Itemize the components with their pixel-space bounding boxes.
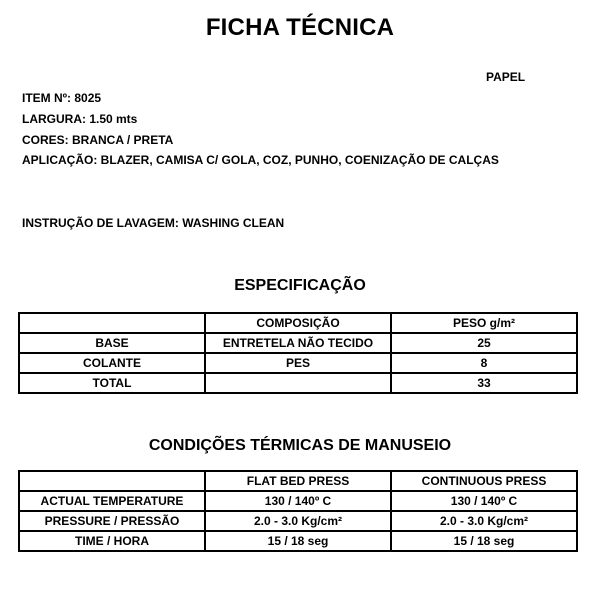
table-row [19,353,577,373]
header-cell: COMPOSIÇÃO [205,313,391,333]
table-cell: 130 / 140º C [391,491,577,511]
table-cell: 2.0 - 3.0 Kg/cm² [205,511,391,531]
page-title: FICHA TÉCNICA [205,14,395,41]
table-cell: TOTAL [19,373,205,393]
table-row [19,491,577,511]
table-cell [205,373,391,393]
header-cell: CONTINUOUS PRESS [391,471,577,491]
condicoes-table [18,470,578,552]
header-cell [19,313,205,333]
table-row [19,333,577,353]
item-number: ITEM Nº: 8025 [22,91,102,105]
table-cell: TIME / HORA [19,531,205,551]
table-cell: PES [205,353,391,373]
table-cell: ENTRETELA NÃO TECIDO [205,333,391,353]
header-cell: FLAT BED PRESS [205,471,391,491]
aplicacao-line: APLICAÇÃO: BLAZER, CAMISA C/ GOLA, COZ, PUNHO, COENIZAÇÃO DE CALÇAS [22,153,499,167]
table-cell: 130 / 140º C [205,491,391,511]
especificacao-title: ESPECIFICAÇÃO [234,277,366,294]
table-cell: PRESSURE / PRESSÃO [19,511,205,531]
table-cell: 25 [391,333,577,353]
table-cell: 2.0 - 3.0 Kg/cm² [391,511,577,531]
table-cell: BASE [19,333,205,353]
table-header-row [19,471,577,491]
lavagem-line: INSTRUÇÃO DE LAVAGEM: WASHING CLEAN [22,216,285,230]
cores-line: CORES: BRANCA / PRETA [22,133,174,147]
header-cell [19,471,205,491]
condicoes-title: CONDIÇÕES TÉRMICAS DE MANUSEIO [148,437,452,454]
table-cell: 15 / 18 seg [391,531,577,551]
table-header-row [19,313,577,333]
table-row [19,373,577,393]
header-cell: PESO g/m² [391,313,577,333]
table-row [19,531,577,551]
table-cell: 33 [391,373,577,393]
table-cell: 8 [391,353,577,373]
table-row [19,511,577,531]
table-cell: COLANTE [19,353,205,373]
table-cell: 15 / 18 seg [205,531,391,551]
table-cell: ACTUAL TEMPERATURE [19,491,205,511]
largura-line: LARGURA: 1.50 mts [22,112,138,126]
material-category: PAPEL [486,70,526,84]
especificacao-table [18,312,578,394]
